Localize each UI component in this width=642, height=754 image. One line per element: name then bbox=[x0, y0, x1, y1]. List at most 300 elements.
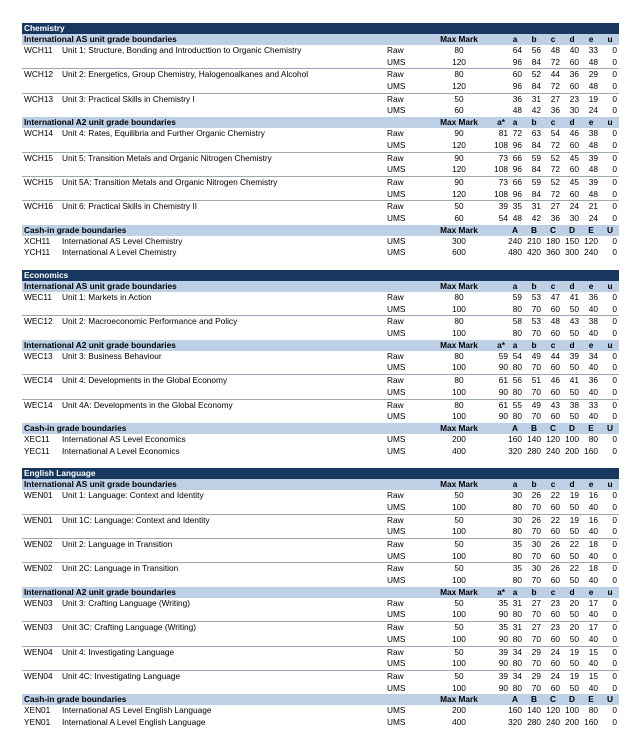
unit-code: WEC11 bbox=[24, 292, 52, 302]
mark-type: UMS bbox=[387, 105, 406, 116]
mark-type: UMS bbox=[387, 386, 406, 397]
grade-value: 22 bbox=[550, 514, 560, 525]
mark-type: Raw bbox=[387, 622, 404, 633]
grade-value: 60 bbox=[550, 682, 560, 693]
mark-type: UMS bbox=[387, 328, 406, 339]
grade-value: 45 bbox=[569, 176, 579, 187]
unit-title: Unit 1: Structure, Bonding and Introducttion to Organic Chemistry bbox=[62, 45, 302, 55]
grade-value: 0 bbox=[612, 164, 617, 175]
table-row bbox=[22, 189, 619, 201]
unit-code: WEN02 bbox=[24, 563, 53, 574]
grade-label: e bbox=[588, 479, 594, 490]
grade-value: 80 bbox=[512, 633, 522, 644]
max-mark: 80 bbox=[454, 399, 464, 410]
unit-title: Unit 2C: Language in Transition bbox=[62, 563, 179, 574]
grade-value: 33 bbox=[588, 399, 598, 410]
max-mark: 100 bbox=[452, 682, 466, 693]
grade-value: 59 bbox=[531, 176, 541, 187]
grade-value: 0 bbox=[612, 81, 617, 92]
grade-value: 0 bbox=[612, 597, 617, 608]
boundary-header bbox=[22, 281, 619, 292]
max-mark: 100 bbox=[452, 575, 466, 586]
max-mark: 100 bbox=[452, 362, 466, 373]
grade-value: 160 bbox=[508, 705, 522, 716]
max-mark-label: Max Mark bbox=[440, 586, 478, 597]
grade-value: 73 bbox=[498, 176, 508, 187]
grade-value: 96 bbox=[512, 188, 522, 199]
mark-type: UMS bbox=[387, 433, 406, 444]
grade-label: D bbox=[569, 224, 575, 235]
grade-value: 59 bbox=[498, 350, 508, 361]
grade-value: 240 bbox=[546, 445, 560, 456]
grade-value: 50 bbox=[569, 633, 579, 644]
mark-type: UMS bbox=[387, 247, 406, 258]
grade-label: a bbox=[512, 117, 518, 128]
unit-title: Unit 2: Language in Transition bbox=[62, 539, 173, 549]
unit-code: WEN03 bbox=[24, 622, 53, 633]
table-row bbox=[22, 526, 619, 538]
grade-value: 0 bbox=[612, 212, 617, 223]
unit-title: Unit 5A: Transition Metals and Organic Nitrogen Chemistry bbox=[62, 176, 278, 187]
grade-value: 60 bbox=[550, 550, 560, 561]
grade-value: 56 bbox=[531, 45, 541, 55]
grade-value: 300 bbox=[565, 247, 579, 258]
grade-value: 63 bbox=[531, 128, 541, 139]
grade-value: 40 bbox=[588, 682, 598, 693]
grade-value: 100 bbox=[565, 705, 579, 716]
grade-value: 60 bbox=[550, 328, 560, 339]
mark-type: UMS bbox=[387, 303, 406, 314]
max-mark: 400 bbox=[452, 445, 466, 456]
grade-value: 30 bbox=[512, 514, 522, 525]
grade-value: 17 bbox=[588, 622, 598, 633]
max-mark-label: Max Mark bbox=[440, 34, 478, 44]
grade-value: 0 bbox=[612, 316, 617, 327]
boundary-heading: International A2 unit grade boundaries bbox=[24, 117, 176, 128]
grade-value: 39 bbox=[498, 670, 508, 681]
mark-type: Raw bbox=[387, 490, 404, 501]
grade-value: 35 bbox=[512, 563, 522, 574]
max-mark: 100 bbox=[452, 658, 466, 669]
max-mark: 100 bbox=[452, 303, 466, 314]
grade-value: 48 bbox=[512, 212, 522, 223]
table-row bbox=[22, 538, 619, 551]
max-mark: 80 bbox=[454, 316, 464, 327]
grade-value: 66 bbox=[512, 152, 522, 163]
grade-value: 36 bbox=[588, 292, 598, 302]
grade-value: 40 bbox=[588, 501, 598, 512]
grade-value: 46 bbox=[569, 128, 579, 139]
grade-value: 36 bbox=[512, 93, 522, 104]
grade-value: 35 bbox=[512, 201, 522, 212]
table-row bbox=[22, 128, 619, 140]
grade-value: 0 bbox=[612, 490, 617, 501]
grade-value: 18 bbox=[588, 563, 598, 574]
grade-value: 48 bbox=[588, 188, 598, 199]
grade-value: 80 bbox=[512, 682, 522, 693]
table-row bbox=[22, 490, 619, 502]
unit-title: Unit 2: Macroeconomic Performance and Policy bbox=[62, 316, 238, 327]
grade-label: a* bbox=[497, 586, 505, 597]
mark-type: UMS bbox=[387, 164, 406, 175]
table-row bbox=[22, 213, 619, 225]
grade-value: 72 bbox=[512, 128, 522, 139]
grade-value: 42 bbox=[531, 105, 541, 116]
grade-label: U bbox=[607, 694, 613, 705]
grade-value: 48 bbox=[588, 164, 598, 175]
max-mark: 100 bbox=[452, 501, 466, 512]
boundary-heading: Cash-in grade boundaries bbox=[24, 422, 127, 433]
grade-label: B bbox=[531, 224, 537, 235]
grade-value: 70 bbox=[531, 328, 541, 339]
table-row bbox=[22, 387, 619, 399]
grade-value: 60 bbox=[550, 633, 560, 644]
grade-value: 40 bbox=[588, 303, 598, 314]
grade-value: 50 bbox=[569, 411, 579, 422]
grade-value: 60 bbox=[569, 164, 579, 175]
table-row bbox=[22, 646, 619, 659]
table-row bbox=[22, 152, 619, 165]
grade-value: 39 bbox=[498, 201, 508, 212]
subject-section bbox=[22, 270, 619, 457]
mark-type: Raw bbox=[387, 350, 404, 361]
table-row bbox=[22, 658, 619, 670]
grade-boundaries-document bbox=[22, 23, 619, 729]
mark-type: UMS bbox=[387, 658, 406, 669]
subject-section bbox=[22, 23, 619, 259]
grade-value: 40 bbox=[588, 411, 598, 422]
grade-label: b bbox=[531, 34, 537, 44]
max-mark: 200 bbox=[452, 433, 466, 444]
grade-value: 60 bbox=[550, 609, 560, 620]
boundary-header bbox=[22, 423, 619, 434]
table-row bbox=[22, 411, 619, 423]
grade-value: 40 bbox=[588, 526, 598, 537]
grade-label: c bbox=[550, 117, 556, 128]
grade-value: 80 bbox=[512, 658, 522, 669]
grade-value: 41 bbox=[569, 375, 579, 386]
grade-value: 60 bbox=[550, 303, 560, 314]
grade-label: A bbox=[512, 422, 518, 433]
unit-code: WEC14 bbox=[24, 375, 53, 386]
max-mark: 80 bbox=[454, 69, 464, 80]
grade-value: 0 bbox=[612, 633, 617, 644]
boundary-header bbox=[22, 117, 619, 128]
mark-type: UMS bbox=[387, 362, 406, 373]
grade-label: D bbox=[569, 694, 575, 705]
grade-label: b bbox=[531, 479, 537, 490]
grade-label: e bbox=[588, 281, 594, 291]
grade-value: 66 bbox=[512, 176, 522, 187]
max-mark-label: Max Mark bbox=[440, 422, 478, 433]
grade-value: 0 bbox=[612, 328, 617, 339]
grade-value: 50 bbox=[569, 501, 579, 512]
grade-value: 0 bbox=[612, 539, 617, 549]
grade-value: 80 bbox=[512, 362, 522, 373]
grade-value: 0 bbox=[612, 56, 617, 67]
grade-value: 53 bbox=[531, 316, 541, 327]
grade-value: 20 bbox=[569, 622, 579, 633]
grade-value: 54 bbox=[498, 212, 508, 223]
grade-value: 84 bbox=[531, 164, 541, 175]
max-mark: 100 bbox=[452, 633, 466, 644]
unit-code: WEN01 bbox=[24, 514, 53, 525]
grade-value: 240 bbox=[546, 716, 560, 727]
grade-value: 29 bbox=[588, 69, 598, 80]
grade-value: 60 bbox=[569, 56, 579, 67]
grade-value: 23 bbox=[569, 93, 579, 104]
grade-value: 0 bbox=[612, 501, 617, 512]
grade-value: 36 bbox=[588, 375, 598, 386]
grade-value: 26 bbox=[531, 514, 541, 525]
grade-value: 40 bbox=[569, 45, 579, 55]
grade-value: 52 bbox=[531, 69, 541, 80]
grade-value: 35 bbox=[498, 622, 508, 633]
max-mark: 120 bbox=[452, 164, 466, 175]
section-gap bbox=[22, 457, 619, 468]
table-row bbox=[22, 68, 619, 81]
grade-value: 48 bbox=[588, 139, 598, 150]
max-mark-label: Max Mark bbox=[440, 694, 478, 705]
grade-value: 90 bbox=[498, 362, 508, 373]
boundary-heading: International AS unit grade boundaries bbox=[24, 281, 177, 291]
grade-value: 35 bbox=[512, 539, 522, 549]
grade-value: 15 bbox=[588, 646, 598, 657]
grade-value: 0 bbox=[612, 411, 617, 422]
grade-value: 50 bbox=[569, 303, 579, 314]
grade-value: 60 bbox=[550, 411, 560, 422]
grade-value: 0 bbox=[612, 152, 617, 163]
grade-value: 60 bbox=[512, 69, 522, 80]
grade-value: 50 bbox=[569, 362, 579, 373]
grade-value: 70 bbox=[531, 550, 541, 561]
grade-value: 52 bbox=[550, 152, 560, 163]
grade-value: 55 bbox=[512, 399, 522, 410]
grade-label: c bbox=[550, 586, 556, 597]
table-row bbox=[22, 105, 619, 117]
qualification-code: XEN01 bbox=[24, 705, 51, 716]
max-mark: 100 bbox=[452, 411, 466, 422]
grade-value: 240 bbox=[584, 247, 598, 258]
grade-value: 100 bbox=[565, 433, 579, 444]
grade-value: 50 bbox=[569, 550, 579, 561]
max-mark: 400 bbox=[452, 716, 466, 727]
grade-value: 36 bbox=[569, 69, 579, 80]
table-row bbox=[22, 304, 619, 316]
grade-value: 42 bbox=[531, 212, 541, 223]
unit-code: WCH15 bbox=[24, 176, 54, 187]
max-mark: 50 bbox=[454, 563, 464, 574]
grade-value: 0 bbox=[612, 575, 617, 586]
unit-code: WCH16 bbox=[24, 201, 54, 212]
grade-label: c bbox=[550, 34, 556, 44]
grade-value: 96 bbox=[512, 139, 522, 150]
grade-label: u bbox=[607, 117, 613, 128]
grade-value: 160 bbox=[584, 716, 598, 727]
grade-value: 39 bbox=[588, 152, 598, 163]
grade-label: e bbox=[588, 34, 594, 44]
grade-value: 72 bbox=[550, 188, 560, 199]
grade-value: 80 bbox=[512, 550, 522, 561]
mark-type: Raw bbox=[387, 292, 404, 302]
grade-value: 80 bbox=[512, 575, 522, 586]
max-mark: 600 bbox=[452, 247, 466, 258]
qualification-code: YEC11 bbox=[24, 445, 50, 456]
grade-value: 80 bbox=[512, 386, 522, 397]
grade-value: 39 bbox=[498, 646, 508, 657]
grade-value: 96 bbox=[512, 81, 522, 92]
grade-value: 51 bbox=[531, 375, 541, 386]
grade-value: 59 bbox=[531, 152, 541, 163]
grade-label: d bbox=[569, 117, 575, 128]
unit-title: Unit 4: Rates, Equilibria and Further Organic Chemistry bbox=[62, 128, 265, 139]
grade-value: 70 bbox=[531, 501, 541, 512]
grade-value: 21 bbox=[588, 201, 598, 212]
table-row bbox=[22, 374, 619, 387]
grade-value: 80 bbox=[512, 328, 522, 339]
max-mark: 100 bbox=[452, 328, 466, 339]
max-mark: 200 bbox=[452, 705, 466, 716]
grade-value: 40 bbox=[588, 633, 598, 644]
max-mark: 100 bbox=[452, 526, 466, 537]
mark-type: Raw bbox=[387, 93, 404, 104]
grade-value: 48 bbox=[550, 45, 560, 55]
grade-value: 33 bbox=[588, 45, 598, 55]
grade-value: 90 bbox=[498, 682, 508, 693]
mark-type: Raw bbox=[387, 670, 404, 681]
grade-label: a bbox=[512, 281, 518, 291]
grade-value: 45 bbox=[569, 152, 579, 163]
mark-type: UMS bbox=[387, 188, 406, 199]
cashin-row bbox=[22, 705, 619, 717]
grade-value: 31 bbox=[512, 597, 522, 608]
grade-label: u bbox=[607, 479, 613, 490]
unit-title: Unit 3: Practical Skills in Chemistry I bbox=[62, 93, 195, 104]
grade-value: 70 bbox=[531, 526, 541, 537]
grade-value: 480 bbox=[508, 247, 522, 258]
unit-title: Unit 5: Transition Metals and Organic Nitrogen Chemistry bbox=[62, 152, 272, 163]
grade-value: 40 bbox=[588, 550, 598, 561]
grade-value: 360 bbox=[546, 247, 560, 258]
grade-value: 96 bbox=[512, 56, 522, 67]
grade-value: 0 bbox=[612, 45, 617, 55]
grade-value: 90 bbox=[498, 386, 508, 397]
grade-value: 50 bbox=[569, 386, 579, 397]
grade-value: 72 bbox=[550, 164, 560, 175]
grade-label: U bbox=[607, 224, 613, 235]
grade-value: 15 bbox=[588, 670, 598, 681]
grade-label: c bbox=[550, 479, 556, 490]
boundary-heading: Cash-in grade boundaries bbox=[24, 224, 127, 235]
grade-value: 40 bbox=[588, 575, 598, 586]
table-row bbox=[22, 634, 619, 646]
grade-value: 30 bbox=[531, 539, 541, 549]
grade-value: 240 bbox=[508, 235, 522, 246]
mark-type: UMS bbox=[387, 501, 406, 512]
grade-value: 60 bbox=[550, 575, 560, 586]
grade-label: d bbox=[569, 281, 575, 291]
table-row bbox=[22, 81, 619, 93]
grade-value: 54 bbox=[550, 128, 560, 139]
mark-type: UMS bbox=[387, 445, 406, 456]
mark-type: UMS bbox=[387, 705, 406, 716]
unit-code: WEN04 bbox=[24, 646, 53, 657]
mark-type: Raw bbox=[387, 646, 404, 657]
grade-value: 200 bbox=[565, 716, 579, 727]
grade-value: 16 bbox=[588, 490, 598, 501]
grade-value: 70 bbox=[531, 411, 541, 422]
grade-value: 27 bbox=[531, 622, 541, 633]
cashin-row bbox=[22, 236, 619, 248]
grade-value: 0 bbox=[612, 201, 617, 212]
grade-label: d bbox=[569, 586, 575, 597]
grade-value: 0 bbox=[612, 716, 617, 727]
grade-value: 40 bbox=[588, 658, 598, 669]
grade-value: 49 bbox=[531, 350, 541, 361]
grade-value: 80 bbox=[512, 411, 522, 422]
grade-value: 38 bbox=[569, 399, 579, 410]
max-mark: 80 bbox=[454, 375, 464, 386]
table-row bbox=[22, 362, 619, 374]
grade-value: 60 bbox=[550, 501, 560, 512]
qualification-code: XEC11 bbox=[24, 433, 50, 444]
grade-value: 22 bbox=[569, 539, 579, 549]
grade-label: d bbox=[569, 34, 575, 44]
grade-value: 0 bbox=[612, 128, 617, 139]
table-row bbox=[22, 164, 619, 176]
max-mark: 80 bbox=[454, 292, 464, 302]
grade-label: e bbox=[588, 586, 594, 597]
grade-value: 80 bbox=[512, 501, 522, 512]
max-mark: 80 bbox=[454, 45, 464, 55]
grade-value: 0 bbox=[612, 303, 617, 314]
grade-label: a bbox=[512, 586, 518, 597]
mark-type: UMS bbox=[387, 682, 406, 693]
grade-value: 0 bbox=[612, 646, 617, 657]
grade-value: 0 bbox=[612, 350, 617, 361]
max-mark-label: Max Mark bbox=[440, 117, 478, 128]
grade-value: 59 bbox=[512, 292, 522, 302]
mark-type: UMS bbox=[387, 235, 406, 246]
grade-value: 44 bbox=[550, 350, 560, 361]
table-row bbox=[22, 621, 619, 634]
grade-label: e bbox=[588, 339, 594, 350]
grade-value: 43 bbox=[550, 399, 560, 410]
boundary-header bbox=[22, 587, 619, 598]
grade-value: 53 bbox=[531, 292, 541, 302]
mark-type: Raw bbox=[387, 45, 404, 55]
unit-title: Unit 4: Investigating Language bbox=[62, 646, 175, 657]
grade-value: 96 bbox=[512, 164, 522, 175]
mark-type: Raw bbox=[387, 128, 404, 139]
grade-value: 46 bbox=[550, 375, 560, 386]
mark-type: UMS bbox=[387, 716, 406, 727]
grade-value: 108 bbox=[494, 188, 508, 199]
grade-value: 16 bbox=[588, 514, 598, 525]
max-mark: 300 bbox=[452, 235, 466, 246]
grade-label: A bbox=[512, 694, 518, 705]
grade-value: 18 bbox=[588, 539, 598, 549]
table-row bbox=[22, 609, 619, 621]
unit-code: WCH14 bbox=[24, 128, 54, 139]
grade-value: 90 bbox=[498, 411, 508, 422]
grade-value: 0 bbox=[612, 139, 617, 150]
grade-value: 50 bbox=[569, 609, 579, 620]
grade-value: 84 bbox=[531, 81, 541, 92]
grade-value: 0 bbox=[612, 235, 617, 246]
mark-type: Raw bbox=[387, 514, 404, 525]
grade-value: 84 bbox=[531, 188, 541, 199]
